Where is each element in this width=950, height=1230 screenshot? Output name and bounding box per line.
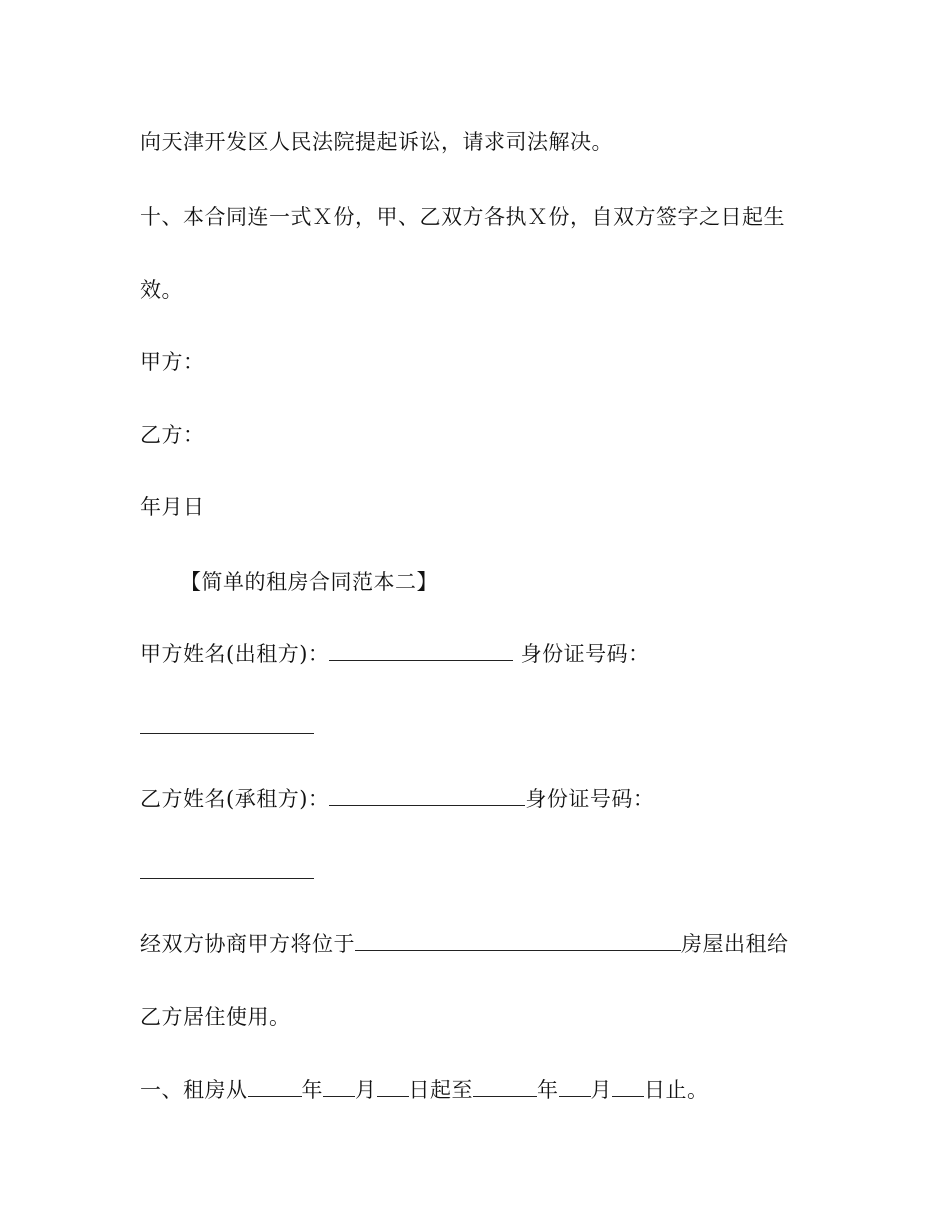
landlord-info-line [140, 640, 650, 668]
tenant-id-blank-line [140, 858, 314, 886]
usage-line [140, 1003, 291, 1031]
tenant-name-label: 乙方姓名(承租方)： [140, 787, 330, 811]
date-line [140, 493, 205, 521]
start-month-blank [323, 1076, 355, 1097]
landlord-name-blank [329, 640, 513, 661]
section-heading-text: 【简单的租房合同范本二】 [180, 570, 438, 594]
lease-term-line [140, 1076, 709, 1104]
lawsuit-text: 向天津开发区人民法院提起诉讼，请求司法解决。 [140, 130, 613, 154]
start-month-label: 月 [355, 1078, 377, 1102]
landlord-id-blank [140, 713, 314, 734]
start-day-label: 日起至 [408, 1078, 473, 1102]
tenant-name-blank [329, 785, 525, 806]
effect-text: 效。 [140, 278, 183, 302]
tenant-id-blank [140, 858, 314, 879]
party-b-label: 乙方： [140, 423, 205, 447]
property-location-blank [355, 930, 681, 951]
property-location-label: 经双方协商甲方将位于 [140, 932, 355, 956]
text-line-effect [140, 276, 183, 304]
party-b-signature-line [140, 421, 205, 449]
text-line-lawsuit [140, 128, 613, 156]
usage-text: 乙方居住使用。 [140, 1005, 291, 1029]
party-a-label: 甲方： [140, 350, 205, 374]
start-year-blank [248, 1076, 302, 1097]
start-day-blank [377, 1076, 409, 1097]
section-heading [180, 568, 438, 596]
party-a-signature-line [140, 348, 205, 376]
date-label: 年月日 [140, 495, 205, 519]
landlord-name-label: 甲方姓名(出租方)： [140, 642, 330, 666]
end-day-label: 日止。 [644, 1078, 709, 1102]
property-location-line [140, 930, 789, 958]
tenant-id-label: 身份证号码： [525, 787, 655, 811]
end-year-label: 年 [537, 1078, 559, 1102]
landlord-id-label: 身份证号码： [513, 642, 650, 666]
end-day-blank [612, 1076, 644, 1097]
text-line-clause-ten [140, 203, 785, 231]
clause-ten-text: 十、本合同连一式Ｘ份，甲、乙双方各执Ｘ份，自双方签字之日起生 [140, 205, 785, 229]
tenant-info-line [140, 785, 654, 813]
end-year-blank [473, 1076, 537, 1097]
property-rent-text: 房屋出租给 [681, 932, 789, 956]
end-month-label: 月 [590, 1078, 612, 1102]
landlord-id-blank-line [140, 713, 314, 741]
lease-term-label: 一、租房从 [140, 1078, 248, 1102]
end-month-blank [559, 1076, 591, 1097]
start-year-label: 年 [301, 1078, 323, 1102]
